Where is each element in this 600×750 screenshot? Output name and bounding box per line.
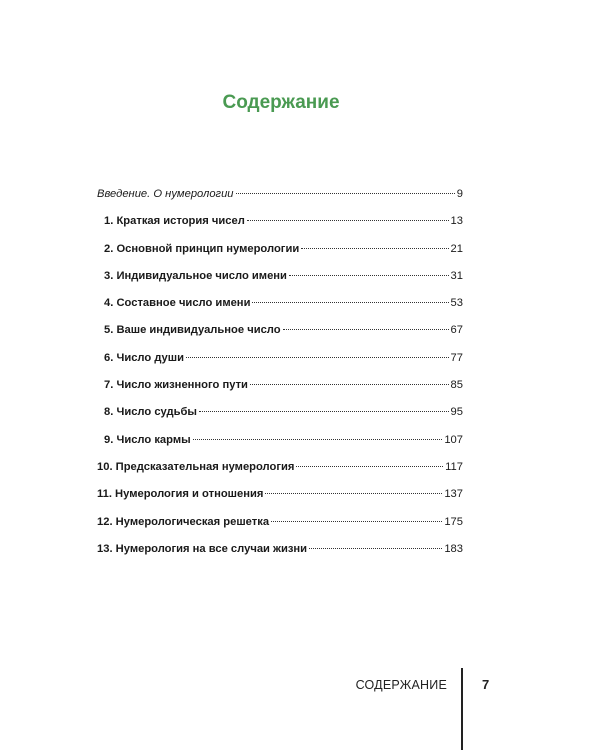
dot-leader bbox=[247, 220, 449, 221]
toc-entry-label: Краткая история чисел bbox=[116, 215, 245, 228]
toc-entry-label: Предсказательная нумерология bbox=[115, 460, 295, 473]
table-of-contents bbox=[97, 186, 463, 568]
dot-leader bbox=[301, 248, 448, 249]
dot-leader bbox=[309, 548, 442, 549]
dot-leader bbox=[296, 466, 443, 467]
toc-entry-label: Ваше индивидуальное число bbox=[116, 324, 281, 337]
toc-entry-label: Составное число имени bbox=[116, 297, 251, 310]
toc-entry-number: 10. bbox=[97, 460, 113, 473]
toc-entry-number: 11. bbox=[97, 488, 112, 501]
toc-entry-label: Индивидуальное число имени bbox=[116, 269, 287, 282]
toc-entry-chapter-11[interactable] bbox=[97, 486, 463, 513]
toc-entry-chapter-8[interactable] bbox=[97, 404, 463, 431]
toc-entry-page: 21 bbox=[450, 242, 463, 255]
toc-entry-page: 77 bbox=[450, 351, 463, 364]
toc-entry-introduction[interactable] bbox=[97, 186, 463, 213]
toc-entry-chapter-10[interactable] bbox=[97, 459, 463, 486]
toc-entry-number: 4. bbox=[104, 297, 114, 310]
toc-entry-page: 137 bbox=[444, 488, 463, 501]
toc-title: Содержание bbox=[222, 92, 340, 113]
running-footer-section: СОДЕРЖАНИЕ bbox=[355, 678, 447, 692]
toc-entry-label: Нумерологическая решетка bbox=[115, 515, 270, 528]
toc-entry-number: 6. bbox=[104, 351, 114, 364]
toc-entry-chapter-3[interactable] bbox=[97, 268, 463, 295]
toc-entry-number: 2. bbox=[104, 242, 114, 255]
toc-entry-page: 31 bbox=[450, 269, 463, 282]
dot-leader bbox=[283, 329, 449, 330]
dot-leader bbox=[265, 493, 442, 494]
toc-entry-number: 3. bbox=[104, 269, 114, 282]
toc-entry-number: 1. bbox=[104, 215, 114, 228]
toc-entry-chapter-1[interactable] bbox=[97, 213, 463, 240]
toc-entry-page: 85 bbox=[450, 379, 463, 392]
toc-entry-number: 7. bbox=[104, 379, 114, 392]
toc-entry-page: 53 bbox=[450, 297, 463, 310]
toc-entry-page: 13 bbox=[450, 215, 463, 228]
toc-entry-chapter-2[interactable] bbox=[97, 241, 463, 268]
toc-entry-label: Нумерология и отношения bbox=[115, 488, 264, 501]
toc-entry-chapter-9[interactable] bbox=[97, 432, 463, 459]
toc-entry-chapter-6[interactable] bbox=[97, 350, 463, 377]
toc-entry-page: 9 bbox=[456, 188, 463, 200]
toc-entry-chapter-5[interactable] bbox=[97, 322, 463, 349]
toc-entry-number: 13. bbox=[97, 542, 113, 555]
toc-entry-label: Число жизненного пути bbox=[116, 379, 248, 392]
toc-entry-number: 9. bbox=[104, 433, 114, 446]
footer-divider bbox=[461, 668, 463, 750]
toc-entry-label: Число судьбы bbox=[116, 406, 197, 419]
toc-entry-label: Основной принцип нумерологии bbox=[116, 242, 300, 255]
toc-entry-page: 117 bbox=[445, 460, 463, 473]
toc-entry-page: 67 bbox=[450, 324, 463, 337]
dot-leader bbox=[193, 439, 443, 440]
toc-entry-page: 95 bbox=[450, 406, 463, 419]
toc-entry-page: 183 bbox=[444, 542, 463, 555]
toc-entry-number: 8. bbox=[104, 406, 114, 419]
dot-leader bbox=[186, 357, 449, 358]
dot-leader bbox=[289, 275, 449, 276]
toc-entry-chapter-4[interactable] bbox=[97, 295, 463, 322]
toc-entry-page: 107 bbox=[444, 433, 463, 446]
toc-entry-chapter-13[interactable] bbox=[97, 541, 463, 568]
dot-leader bbox=[236, 193, 455, 194]
toc-entry-chapter-12[interactable] bbox=[97, 514, 463, 541]
dot-leader bbox=[250, 384, 449, 385]
toc-entry-label: Число кармы bbox=[116, 433, 191, 446]
toc-entry-label: Число души bbox=[116, 351, 184, 364]
toc-entry-label: Нумерология на все случаи жизни bbox=[115, 542, 308, 555]
toc-entry-page: 175 bbox=[444, 515, 463, 528]
dot-leader bbox=[271, 521, 442, 522]
dot-leader bbox=[252, 302, 448, 303]
page-number: 7 bbox=[482, 677, 490, 692]
toc-entry-chapter-7[interactable] bbox=[97, 377, 463, 404]
dot-leader bbox=[199, 411, 449, 412]
toc-entry-label: Введение. О нумерологии bbox=[97, 188, 234, 200]
toc-entry-number: 5. bbox=[104, 324, 114, 337]
toc-entry-number: 12. bbox=[97, 515, 113, 528]
